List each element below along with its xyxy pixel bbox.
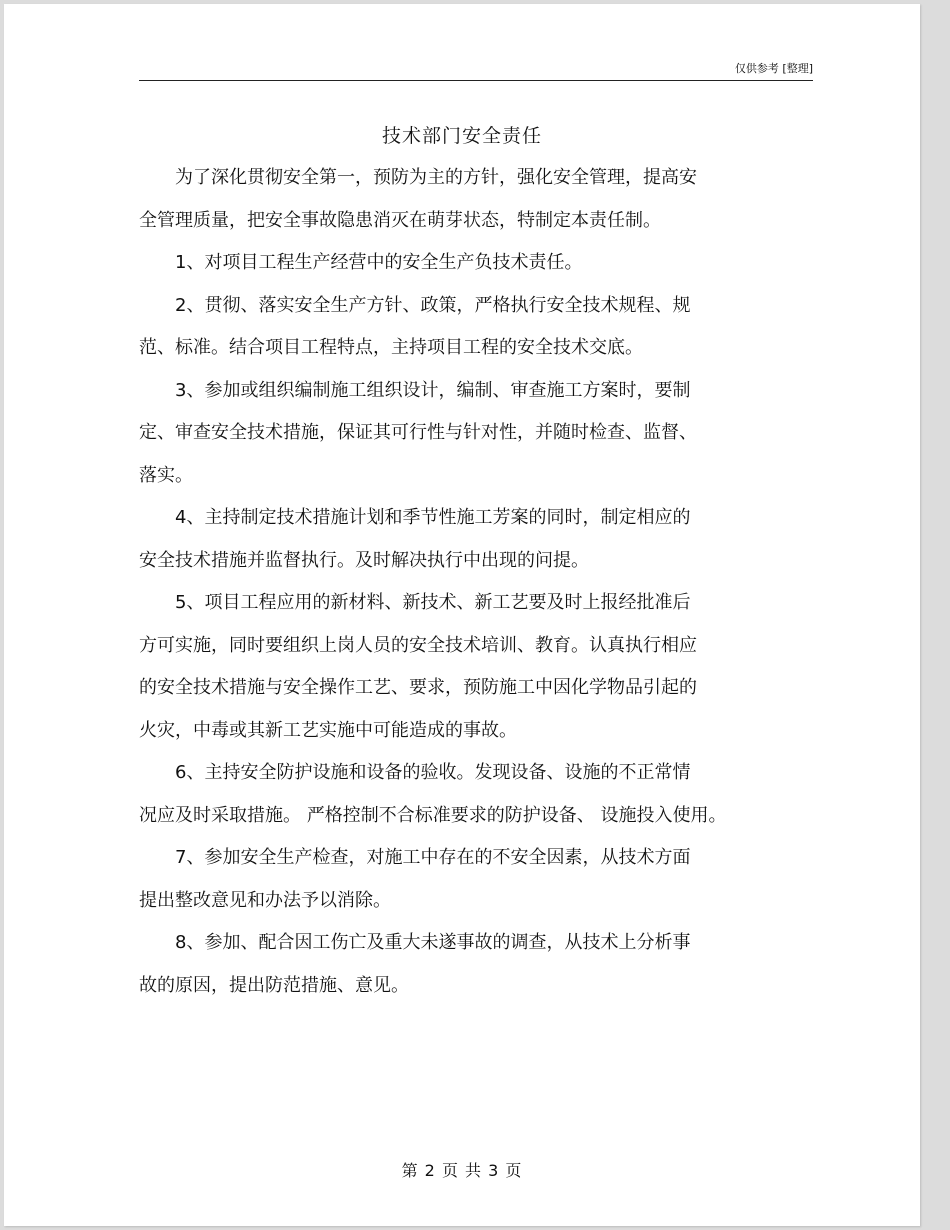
text-line: 落实。: [139, 464, 193, 486]
text-line: 8、参加、配合因工伤亡及重大未遂事故的调查，从技术上分析事: [139, 932, 691, 953]
document-body: [139, 157, 819, 1007]
document-title: 技术部门安全责任: [381, 125, 542, 147]
text-line: 4、主持制定技术措施计划和季节性施工芳案的同时，制定相应的: [139, 507, 691, 528]
text-line: 故的原因，提出防范措施、意见。: [139, 974, 409, 996]
document-page: [4, 4, 920, 1226]
text-line: 方可实施，同时要组织上岗人员的安全技术培训、教育。认真执行相应: [139, 634, 697, 656]
text-line: 2、贯彻、落实安全生产方针、政策，严格执行安全技术规程、规: [139, 294, 691, 316]
page-footer: 第 2 页 共 3 页: [401, 1161, 523, 1180]
text-line: 火灾，中毒或其新工艺实施中可能造成的事故。: [139, 719, 517, 741]
text-line: 3、参加或组织编制施工组织设计，编制、审查施工方案时，要制: [139, 379, 691, 401]
text-line: 况应及时采取措施。 严格控制不合标准要求的防护设备、 设施投入使用。: [139, 804, 727, 826]
page-header-note: 仅供参考 [整理]: [734, 62, 813, 75]
text-line: 安全技术措施并监督执行。及时解决执行中出现的问提。: [139, 549, 589, 571]
text-line: 为了深化贯彻安全第一，预防为主的方针，强化安全管理，提高安: [139, 167, 697, 188]
header-divider: [139, 80, 813, 81]
text-line: 范、标准。结合项目工程特点，主持项目工程的安全技术交底。: [139, 337, 643, 358]
text-line: 提出整改意见和办法予以消除。: [139, 889, 391, 911]
text-line: 1、对项目工程生产经营中的安全生产负技术责任。: [139, 252, 583, 273]
text-line: 全管理质量，把安全事故隐患消灭在萌芽状态，特制定本责任制。: [139, 209, 661, 231]
text-line: 5、项目工程应用的新材料、新技术、新工艺要及时上报经批准后: [139, 592, 691, 613]
text-line: 定、审查安全技术措施，保证其可行性与针对性，并随时检查、监督、: [139, 422, 697, 443]
text-line: 的安全技术措施与安全操作工艺、要求，预防施工中因化学物品引起的: [139, 677, 697, 698]
text-line: 7、参加安全生产检查，对施工中存在的不安全因素，从技术方面: [139, 847, 691, 868]
text-line: 6、主持安全防护设施和设备的验收。发现设备、设施的不正常情: [139, 762, 691, 783]
